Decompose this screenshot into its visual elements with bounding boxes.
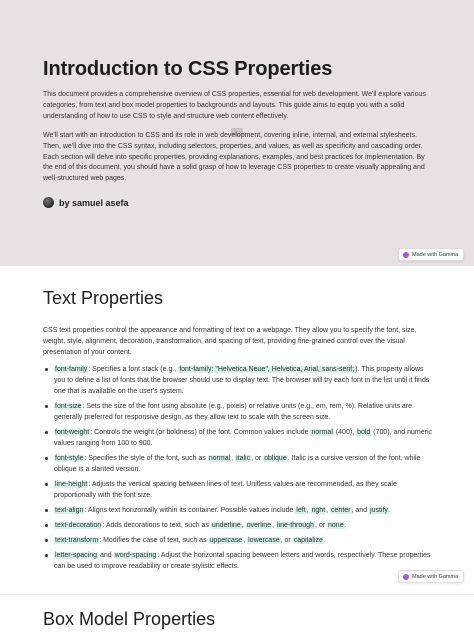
intro-slide	[0, 0, 474, 266]
list-item	[43, 364, 435, 397]
code-highlight: font-size	[55, 403, 82, 410]
author-byline	[43, 197, 129, 208]
made-with-gamma-badge[interactable]	[398, 570, 464, 583]
author-name: by samuel asefa	[59, 197, 129, 208]
gamma-logo-icon	[403, 574, 409, 580]
badge-label: Made with Gamma	[412, 573, 459, 580]
code-highlight: font-family	[55, 366, 88, 373]
item-text: , or	[314, 522, 328, 529]
item-text: : Adds decorations to text, such as	[102, 522, 211, 529]
item-text: .	[388, 507, 391, 514]
list-item	[43, 401, 435, 423]
list-item	[43, 453, 435, 475]
list-item	[43, 427, 435, 449]
code-highlight: normal	[208, 455, 231, 462]
item-text: , and	[351, 507, 370, 514]
item-text: : Specifies a font stack (e.g.,	[88, 366, 179, 373]
section-intro: CSS text properties control the appearance and formatting of text on a webpage. They allow you to specify the font, size, weight, style, alignment, decoration, transformation, and spacing of text, providing fine-grained control over the visual presentation of your content.	[43, 327, 417, 356]
code-highlight: word-spacing	[114, 552, 157, 559]
item-text: ). This property allows you to define a list of fonts that the browser should use to display text. The browser will try each font in the list until it finds one that is available on the user's system.	[54, 366, 430, 395]
box-model-slide	[0, 594, 474, 632]
code-highlight: left	[296, 507, 306, 514]
list-item	[43, 550, 435, 572]
item-text: . Italic is a cursive version of the font, while oblique is a slanted version.	[54, 455, 421, 473]
item-text: (400),	[333, 429, 357, 436]
made-with-gamma-badge[interactable]	[398, 248, 464, 261]
code-highlight: right	[311, 507, 326, 514]
item-text: : Adjusts the vertical spacing between lines of text. Unitless values are recommended, as they scale proportionally with the font size.	[54, 481, 397, 499]
code-highlight: bold	[357, 429, 371, 436]
code-highlight: lowercase	[248, 537, 280, 544]
item-text: : Controls the weight (or boldness) of the font. Common values include	[90, 429, 311, 436]
section-heading: Box Model Properties	[43, 609, 216, 629]
list-item	[43, 479, 435, 501]
intro-paragraph-1: This document provides a comprehensive overview of CSS properties, essential for web development. We'll explore various categories, from text and box model properties to backgrounds and layouts. This guide aims to equip you with a solid understanding of how to use CSS to style and structure web content effectively.	[43, 91, 426, 120]
item-text: ,	[243, 537, 248, 544]
list-item	[43, 520, 435, 531]
list-item	[43, 535, 435, 546]
slide-gap	[0, 266, 474, 274]
item-text: .	[344, 522, 347, 529]
code-highlight: none	[328, 522, 344, 529]
item-text: ,	[272, 522, 276, 529]
item-text: ,	[241, 522, 246, 529]
item-text: , or	[280, 537, 293, 544]
list-item	[43, 505, 435, 516]
item-text: : Aligns text horizontally within its container. Possible values include	[84, 507, 296, 514]
page-title: Introduction to CSS Properties	[43, 58, 333, 80]
item-text: (700), and numeric values ranging from 100 to 900.	[54, 429, 433, 447]
code-highlight: line-height	[55, 481, 88, 488]
item-text: : Adjust the horizontal spacing between letters and words, respectively. These properties can be used to improve readability or create stylistic effects.	[54, 552, 431, 570]
gamma-logo-icon	[403, 252, 409, 258]
code-highlight: overline	[246, 522, 272, 529]
code-highlight: font-weight	[55, 429, 90, 436]
avatar	[43, 197, 54, 208]
item-text: , or	[251, 455, 264, 462]
item-text: ,	[306, 507, 311, 514]
code-highlight: line-through	[276, 522, 314, 529]
badge-label: Made with Gamma	[412, 251, 459, 258]
code-highlight: text-transform	[55, 537, 99, 544]
code-highlight: oblique	[264, 455, 287, 462]
code-highlight: center	[331, 507, 351, 514]
code-highlight: capitalize	[293, 537, 323, 544]
code-highlight: underline	[211, 522, 241, 529]
code-highlight: font-family: "Helvetica Neue", Helvetica, Arial, sans-serif;	[179, 366, 355, 373]
item-text: .	[323, 537, 326, 544]
code-highlight: justify	[370, 507, 388, 514]
code-highlight: text-align	[55, 507, 84, 514]
item-text: : Specifies the style of the font, such as	[84, 455, 208, 462]
code-highlight: normal	[311, 429, 333, 436]
item-text: and	[98, 552, 114, 559]
code-highlight: font-style	[55, 455, 84, 462]
code-highlight: uppercase	[209, 537, 243, 544]
section-heading: Text Properties	[43, 288, 164, 308]
code-highlight: letter-spacing	[55, 552, 98, 559]
text-properties-slide	[0, 274, 474, 594]
item-text: : Modifies the case of text, such as	[99, 537, 209, 544]
item-text: : Sets the size of the font using absolute (e.g., pixels) or relative units (e.g., em, rem, %). Relative units are generally preferred for responsive design, as they allow text to scale with the screen size.	[54, 403, 413, 421]
code-highlight: italic	[236, 455, 251, 462]
item-text: ,	[326, 507, 331, 514]
intro-paragraph-2: We'll start with an introduction to CSS and its role in web development, covering inline, internal, and external stylesheets. Then, we'll dive into the CSS syntax, including selectors, properties, and values, as well as specificity and cascading order. Each section will delve into specific properties, providing explanations, examples, and best practices for implementation. By the end of this document, you should have a solid grasp of how to leverage CSS properties to create visually appealing and well-structured web pages.	[43, 132, 425, 183]
code-highlight: text-decoration	[55, 522, 102, 529]
item-text: ,	[231, 455, 236, 462]
property-list	[43, 364, 435, 576]
